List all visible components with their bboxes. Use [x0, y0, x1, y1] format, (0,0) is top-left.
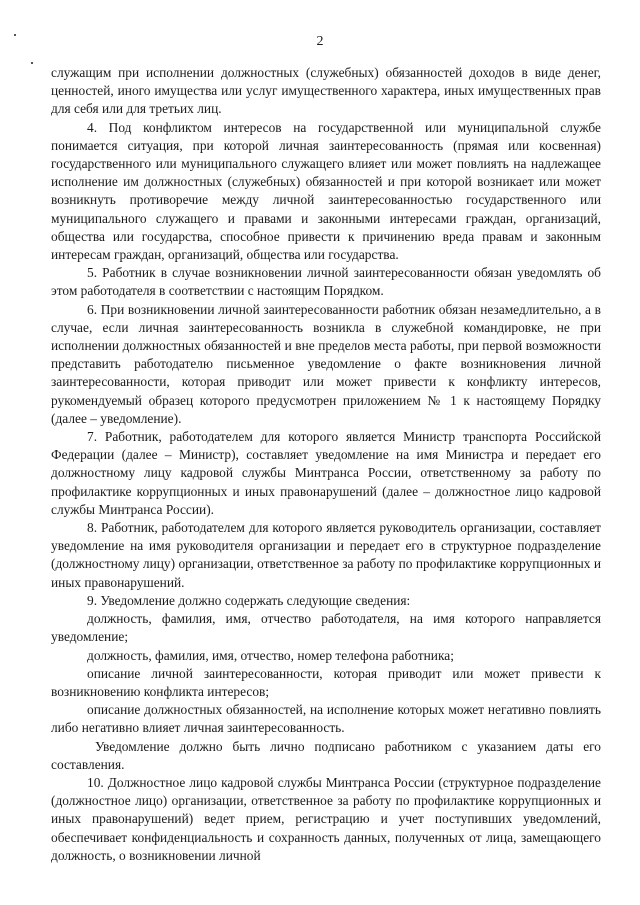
paragraph-continuation: служащим при исполнении должностных (служебных) обязанностей доходов в виде денег, ценностей, иного имущества или услуг имущественного характера, иных имущественных прав для себя или для третьих лиц.	[51, 65, 601, 117]
scan-speck	[31, 62, 33, 64]
paragraph-4: 4. Под конфликтом интересов на государственной или муниципальной службе понимается ситуация, при которой личная заинтересованность (прямая или косвенная) государственного или муниципального служащего влияет или может повлиять на надлежащее исполнение им должностных (служебных) обязанностей и при которой возникает или может возникнуть противоречие между личной заинтересованностью государственного или муниципального служащего и правами и законными интересами граждан, организаций, общества или государства, способное привести к причинению вреда правам и законным интересам граждан, организаций, общества или государства.	[51, 119, 601, 263]
page-number: 2	[316, 34, 324, 49]
paragraph-6: 6. При возникновении личной заинтересованности работник обязан незамедлительно, а в случае, если личная заинтересованность возникла в служебной командировке, не при исполнении должностных обязанностей и вне пределов места работы, при первой возможности представить работодателю письменное уведомление о факте возникновения личной заинтересованности, которая приводит или может привести к конфликту интересов, рукомендуемый образец которого предусмотрен приложением № 1 к настоящему Порядку (далее – уведомление).	[51, 301, 601, 426]
paragraph-7: 7. Работник, работодателем для которого является Министр транспорта Российской Федерации (далее – Министр), составляет уведомление на имя Министра и передает его должностному лицу кадровой службы Минтранса России, ответственному за работу по профилактике коррупционных и иных правонарушений (далее – должностное лицо кадровой службы Минтранса России).	[51, 429, 601, 517]
paragraph-10: 10. Должностное лицо кадровой службы Минтранса России (структурное подразделение (должностное лицо) организации, ответственное за работу по профилактике коррупционных и иных правонарушений) ведет прием, регистрацию и учет поступивших уведомлений, обеспечивает конфиденциальность и сохранность данных, полученных от лица, замещающего должность, о возникновении личной	[51, 774, 601, 863]
document-body	[51, 64, 601, 865]
paragraph-5: 5. Работник в случае возникновении личной заинтересованности обязан уведомлять об этом работодателя в соответствии с настоящим Порядком.	[51, 265, 601, 299]
paragraph-9-item-1: должность, фамилия, имя, отчество работодателя, на имя которого направляется уведомление;	[51, 611, 601, 645]
paragraph-9-signature-note: Уведомление должно быть лично подписано работником с указанием даты его составления.	[51, 738, 601, 772]
paragraph-9: 9. Уведомление должно содержать следующие сведения:	[87, 592, 411, 608]
paragraph-8: 8. Работник, работодателем для которого является руководитель организации, составляет уведомление на имя руководителя организации и передает его в структурное подразделение (должностному лицу) организации, ответственное за работу по профилактике коррупционных и иных правонарушений.	[51, 520, 601, 590]
paragraph-9-item-2: должность, фамилия, имя, отчество, номер телефона работника;	[87, 647, 454, 663]
paragraph-9-item-4: описание должностных обязанностей, на исполнение которых может негативно повлиять либо негативно влияет личная заинтересованность.	[51, 702, 601, 736]
paragraph-9-item-3: описание личной заинтересованности, которая приводит или может привести к возникновению конфликта интересов;	[51, 665, 601, 699]
